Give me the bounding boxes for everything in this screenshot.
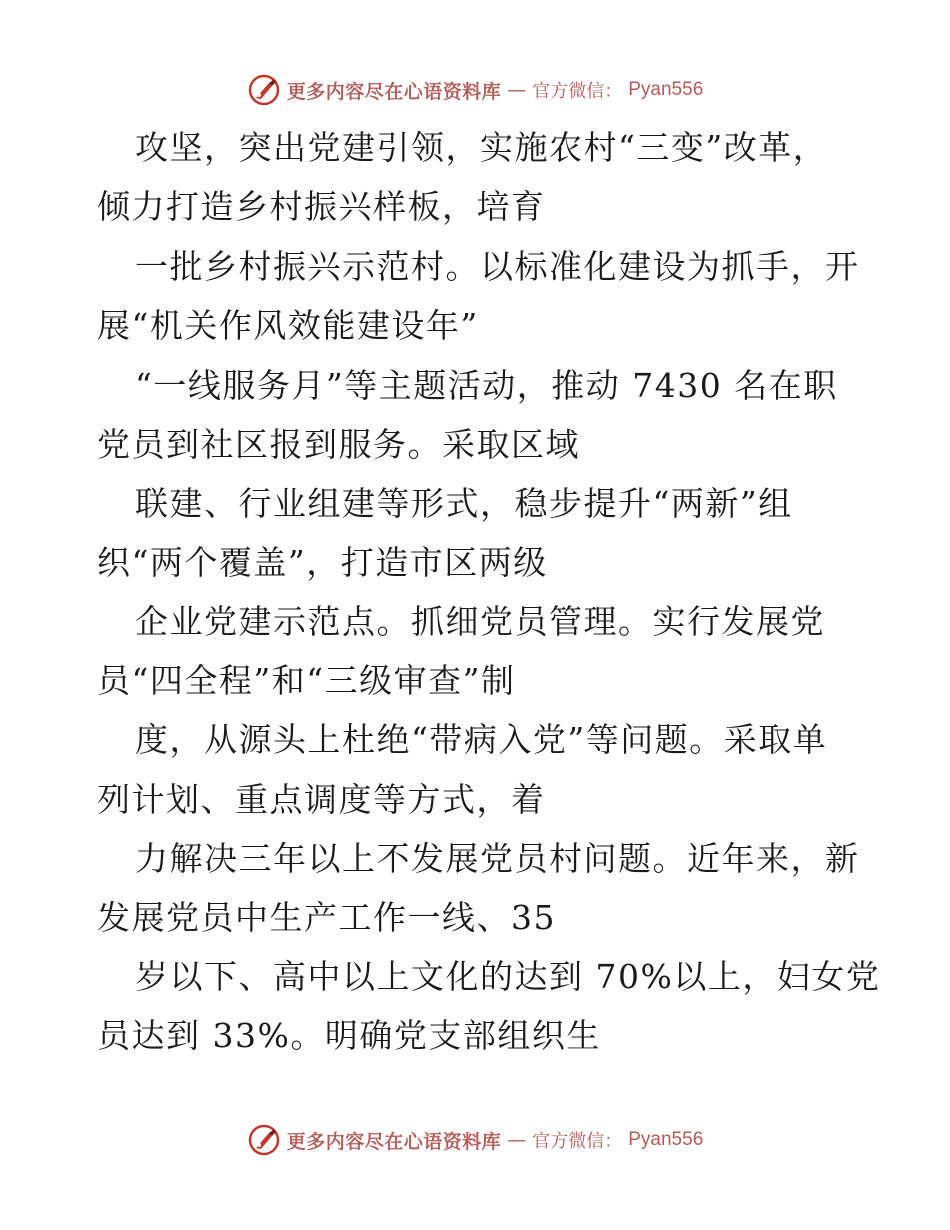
body-line: “一线服务月”等主题活动，推动 7430 名在职 — [135, 366, 838, 405]
header-wechat-label: 官方微信： — [532, 81, 623, 102]
body-line: 度，从源头上杜绝“带病入党”等问题。采取单 — [135, 720, 828, 759]
body-line: 攻坚，突出党建引领，实施农村“三变”改革， — [135, 128, 828, 167]
footer-banner-text: 更多内容尽在心语资料库 — [286, 1130, 502, 1153]
body-line: 员“四全程”和“三级审查”制 — [97, 661, 516, 700]
pen-nib-logo-icon — [247, 1123, 281, 1157]
header-wechat-id: Pyan556 — [628, 79, 704, 100]
body-line: 织“两个覆盖”，打造市区两级 — [97, 543, 548, 582]
footer-wechat-label: 官方微信： — [532, 1131, 623, 1152]
pen-nib-logo-icon — [247, 73, 281, 107]
footer-wechat-id: Pyan556 — [628, 1129, 704, 1150]
footer-banner — [0, 1120, 950, 1160]
header-banner — [0, 70, 950, 110]
footer-banner-separator: — — [507, 1129, 527, 1151]
body-line: 倾力打造乡村振兴样板，培育 — [97, 187, 546, 226]
body-line: 列计划、重点调度等方式，着 — [97, 780, 546, 819]
header-banner-separator: — — [507, 79, 527, 101]
body-line: 联建、行业组建等形式，稳步提升“两新”组 — [135, 484, 793, 523]
body-line: 员达到 33%。明确党支部组织生 — [97, 1016, 601, 1055]
body-line: 企业党建示范点。抓细党员管理。实行发展党 — [135, 602, 825, 641]
body-line: 党员到社区报到服务。采取区域 — [97, 425, 580, 464]
body-line: 发展党员中生产工作一线、35 — [97, 898, 556, 937]
body-line: 展“机关作风效能建设年” — [97, 306, 479, 345]
header-banner-text: 更多内容尽在心语资料库 — [286, 80, 502, 103]
body-line: 力解决三年以上不发展党员村问题。近年来，新 — [135, 839, 860, 878]
body-line: 一批乡村振兴示范村。以标准化建设为抓手，开 — [135, 247, 860, 286]
body-line: 岁以下、高中以上文化的达到 70%以上，妇女党 — [135, 957, 881, 996]
